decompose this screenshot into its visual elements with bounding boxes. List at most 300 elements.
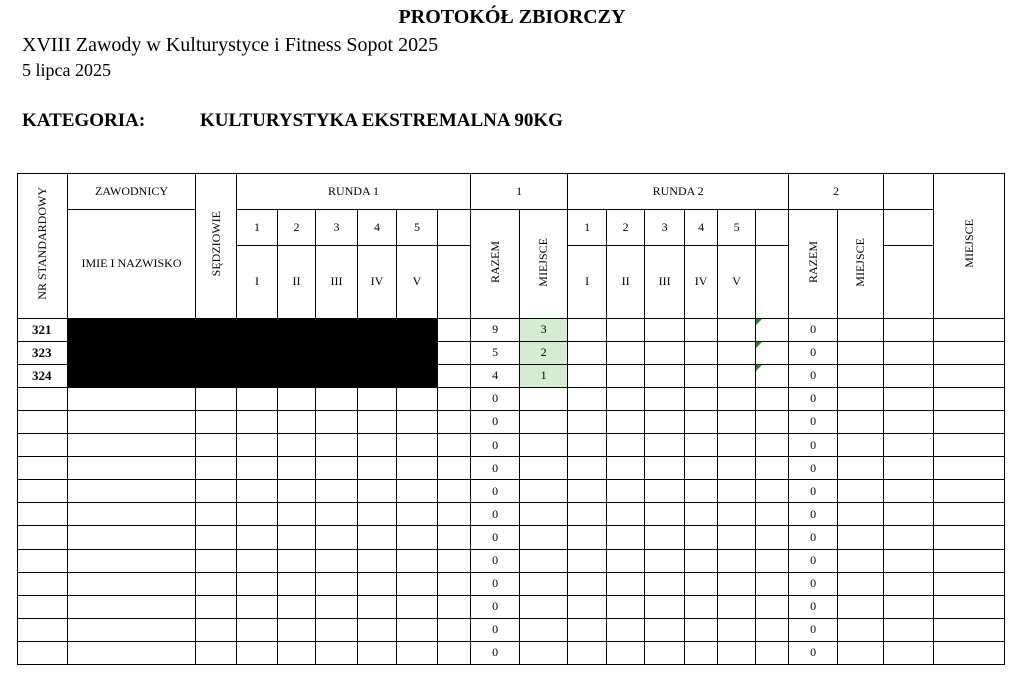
- score-cell: [316, 387, 358, 410]
- standard-number-cell: 323: [18, 341, 68, 364]
- competitor-name-cell: [68, 457, 196, 480]
- standard-number-cell: [18, 503, 68, 526]
- judge-blank: [438, 210, 471, 246]
- judge-number: 2: [278, 210, 316, 246]
- score-blank-cell: [438, 618, 471, 641]
- extra-cell: [884, 387, 934, 410]
- score-blank-cell: [438, 318, 471, 341]
- table-row: [18, 480, 1005, 503]
- score-cell: [645, 549, 685, 572]
- score-cell: [316, 595, 358, 618]
- final-place-cell: [934, 641, 1005, 664]
- standard-number-cell: [18, 572, 68, 595]
- total-1-cell: 5: [471, 341, 520, 364]
- score-cell: [278, 457, 316, 480]
- score-cell: [645, 410, 685, 433]
- score-cell: [358, 503, 397, 526]
- score-cell: [645, 480, 685, 503]
- place-1-cell: [520, 618, 568, 641]
- score-cell: [645, 595, 685, 618]
- score-cell: [718, 364, 756, 387]
- extra-cell: [884, 364, 934, 387]
- total-2-cell: 0: [789, 364, 838, 387]
- score-cell: [316, 503, 358, 526]
- total-2-cell: 0: [789, 618, 838, 641]
- standard-number-cell: [18, 618, 68, 641]
- judge-number: 5: [718, 210, 756, 246]
- total-1-cell: 0: [471, 434, 520, 457]
- score-cell: [718, 318, 756, 341]
- standard-number-cell: [18, 480, 68, 503]
- extra-cell: [884, 526, 934, 549]
- total-2-cell: 0: [789, 434, 838, 457]
- score-cell: [358, 434, 397, 457]
- redacted-block: [68, 341, 438, 364]
- judges-cell: [196, 480, 237, 503]
- score-cell: [645, 434, 685, 457]
- judge-number: 1: [237, 210, 278, 246]
- judge-blank: [756, 210, 789, 246]
- score-cell: [237, 480, 278, 503]
- score-blank-cell: [756, 341, 789, 364]
- score-cell: [316, 480, 358, 503]
- final-place-cell: [934, 503, 1005, 526]
- standard-number-cell: [18, 434, 68, 457]
- document-title: PROTOKÓŁ ZBIORCZY: [398, 6, 626, 28]
- final-place-cell: [934, 434, 1005, 457]
- total-1-cell: 9: [471, 318, 520, 341]
- score-cell: [397, 457, 438, 480]
- score-cell: [607, 318, 645, 341]
- score-cell: [568, 549, 607, 572]
- judges-cell: [196, 457, 237, 480]
- total-1-cell: 0: [471, 526, 520, 549]
- score-cell: [278, 526, 316, 549]
- place-2-cell: [838, 480, 884, 503]
- header-runda-2: RUNDA 2: [568, 174, 789, 210]
- score-cell: [568, 341, 607, 364]
- score-cell: [685, 457, 718, 480]
- score-blank-cell: [756, 526, 789, 549]
- total-2-cell: 0: [789, 572, 838, 595]
- header-blank: [884, 174, 934, 210]
- results-table: [17, 173, 1005, 665]
- standard-number-cell: [18, 387, 68, 410]
- judge-number: 4: [685, 210, 718, 246]
- place-2-cell: [838, 572, 884, 595]
- table-row: [18, 318, 1005, 341]
- score-cell: [237, 410, 278, 433]
- score-cell: [358, 618, 397, 641]
- place-2-cell: [838, 595, 884, 618]
- score-cell: [718, 387, 756, 410]
- place-2-cell: [838, 618, 884, 641]
- score-cell: [568, 387, 607, 410]
- judge-number: 2: [607, 210, 645, 246]
- score-cell: [645, 503, 685, 526]
- score-cell: [568, 457, 607, 480]
- table-row: [18, 364, 1005, 387]
- total-2-cell: 0: [789, 503, 838, 526]
- score-cell: [237, 572, 278, 595]
- extra-cell: [884, 618, 934, 641]
- score-cell: [718, 595, 756, 618]
- score-cell: [568, 572, 607, 595]
- score-cell: [645, 572, 685, 595]
- place-2-cell: [838, 341, 884, 364]
- header-blank: [884, 210, 934, 246]
- score-cell: [568, 526, 607, 549]
- place-1-cell: [520, 503, 568, 526]
- judges-cell: [196, 503, 237, 526]
- redacted-block: [68, 318, 438, 341]
- score-cell: [685, 364, 718, 387]
- score-blank-cell: [756, 387, 789, 410]
- table-row: [18, 595, 1005, 618]
- score-cell: [607, 341, 645, 364]
- score-cell: [718, 572, 756, 595]
- competitor-name-cell: [68, 572, 196, 595]
- score-cell: [645, 364, 685, 387]
- score-cell: [568, 503, 607, 526]
- standard-number-cell: 321: [18, 318, 68, 341]
- category-value: KULTURYSTYKA EKSTREMALNA 90KG: [200, 110, 563, 131]
- table-row: [18, 457, 1005, 480]
- score-cell: [397, 410, 438, 433]
- competitor-name-cell: [68, 503, 196, 526]
- score-cell: [607, 572, 645, 595]
- header-miejsce-2: MIEJSCE: [838, 210, 884, 318]
- judge-roman: I: [237, 246, 278, 318]
- final-place-cell: [934, 364, 1005, 387]
- place-2-cell: [838, 503, 884, 526]
- score-cell: [718, 434, 756, 457]
- total-2-cell: 0: [789, 480, 838, 503]
- score-cell: [278, 503, 316, 526]
- score-cell: [237, 503, 278, 526]
- standard-number-cell: [18, 410, 68, 433]
- table-row: [18, 572, 1005, 595]
- header-razem-2: RAZEM: [789, 210, 838, 318]
- score-cell: [278, 641, 316, 664]
- judge-roman: II: [278, 246, 316, 318]
- score-cell: [645, 318, 685, 341]
- score-cell: [645, 387, 685, 410]
- total-1-cell: 0: [471, 641, 520, 664]
- score-blank-cell: [756, 318, 789, 341]
- redacted-block: [68, 364, 438, 387]
- place-2-cell: [838, 387, 884, 410]
- score-cell: [568, 364, 607, 387]
- extra-cell: [884, 595, 934, 618]
- judge-number: 3: [645, 210, 685, 246]
- score-blank-cell: [756, 549, 789, 572]
- score-blank-cell: [756, 572, 789, 595]
- place-1-cell: [520, 457, 568, 480]
- place-2-cell: [838, 364, 884, 387]
- header-final-miejsce: MIEJSCE: [934, 174, 1005, 319]
- judges-cell: [196, 410, 237, 433]
- score-blank-cell: [756, 480, 789, 503]
- place-2-cell: [838, 410, 884, 433]
- header-zawodnicy: ZAWODNICY: [68, 174, 196, 210]
- competitor-name-cell: [68, 549, 196, 572]
- judge-blank: [438, 246, 471, 318]
- score-cell: [685, 480, 718, 503]
- judge-roman: III: [316, 246, 358, 318]
- total-1-cell: 0: [471, 480, 520, 503]
- score-cell: [718, 503, 756, 526]
- score-cell: [358, 641, 397, 664]
- score-cell: [237, 595, 278, 618]
- score-cell: [278, 572, 316, 595]
- header-blank: [884, 246, 934, 318]
- score-cell: [397, 526, 438, 549]
- total-1-cell: 4: [471, 364, 520, 387]
- score-blank-cell: [756, 641, 789, 664]
- score-cell: [278, 410, 316, 433]
- score-cell: [607, 641, 645, 664]
- final-place-cell: [934, 410, 1005, 433]
- score-cell: [718, 641, 756, 664]
- score-cell: [568, 641, 607, 664]
- competitor-name-cell: [68, 641, 196, 664]
- score-cell: [278, 595, 316, 618]
- score-blank-cell: [756, 434, 789, 457]
- score-cell: [568, 318, 607, 341]
- score-cell: [237, 434, 278, 457]
- table-row: [18, 503, 1005, 526]
- score-cell: [645, 457, 685, 480]
- score-blank-cell: [438, 503, 471, 526]
- header-group-2: 2: [789, 174, 884, 210]
- score-cell: [718, 341, 756, 364]
- header-row-2: [18, 210, 1005, 246]
- score-blank-cell: [438, 457, 471, 480]
- score-cell: [685, 503, 718, 526]
- competitor-name-cell: [68, 595, 196, 618]
- score-cell: [718, 480, 756, 503]
- judge-number: 1: [568, 210, 607, 246]
- event-date: 5 lipca 2025: [22, 60, 111, 80]
- extra-cell: [884, 549, 934, 572]
- score-cell: [278, 618, 316, 641]
- score-cell: [568, 595, 607, 618]
- judge-roman: IV: [358, 246, 397, 318]
- competitor-name-cell: [68, 526, 196, 549]
- extra-cell: [884, 434, 934, 457]
- score-cell: [397, 595, 438, 618]
- score-cell: [718, 618, 756, 641]
- table-row: [18, 641, 1005, 664]
- total-1-cell: 0: [471, 595, 520, 618]
- standard-number-cell: [18, 549, 68, 572]
- table-body: [18, 174, 1005, 665]
- score-cell: [685, 549, 718, 572]
- competitor-name-cell: [68, 434, 196, 457]
- score-cell: [278, 549, 316, 572]
- score-cell: [237, 457, 278, 480]
- total-1-cell: 0: [471, 572, 520, 595]
- score-cell: [607, 457, 645, 480]
- judge-number: 3: [316, 210, 358, 246]
- score-cell: [278, 387, 316, 410]
- judge-roman: V: [718, 246, 756, 318]
- score-cell: [397, 434, 438, 457]
- total-2-cell: 0: [789, 387, 838, 410]
- extra-cell: [884, 641, 934, 664]
- total-2-cell: 0: [789, 318, 838, 341]
- score-cell: [316, 434, 358, 457]
- table-row: [18, 549, 1005, 572]
- score-cell: [607, 618, 645, 641]
- extra-cell: [884, 457, 934, 480]
- score-cell: [397, 641, 438, 664]
- score-cell: [316, 572, 358, 595]
- final-place-cell: [934, 341, 1005, 364]
- final-place-cell: [934, 457, 1005, 480]
- score-cell: [685, 387, 718, 410]
- score-cell: [316, 526, 358, 549]
- competitor-name-cell: [68, 410, 196, 433]
- score-blank-cell: [756, 595, 789, 618]
- judge-number: 5: [397, 210, 438, 246]
- score-cell: [237, 618, 278, 641]
- judges-cell: [196, 641, 237, 664]
- score-cell: [568, 410, 607, 433]
- score-cell: [316, 618, 358, 641]
- standard-number-cell: [18, 457, 68, 480]
- score-cell: [278, 480, 316, 503]
- place-1-cell: [520, 595, 568, 618]
- category-label: KATEGORIA:: [22, 110, 146, 131]
- score-cell: [607, 549, 645, 572]
- score-cell: [358, 595, 397, 618]
- header-row-1: [18, 174, 1005, 210]
- score-cell: [718, 549, 756, 572]
- score-cell: [607, 480, 645, 503]
- judges-cell: [196, 618, 237, 641]
- score-cell: [316, 641, 358, 664]
- score-cell: [718, 457, 756, 480]
- place-2-cell: [838, 318, 884, 341]
- total-2-cell: 0: [789, 595, 838, 618]
- place-1-cell: 3: [520, 318, 568, 341]
- place-2-cell: [838, 457, 884, 480]
- score-cell: [607, 387, 645, 410]
- total-1-cell: 0: [471, 618, 520, 641]
- judge-roman: I: [568, 246, 607, 318]
- score-cell: [278, 434, 316, 457]
- place-1-cell: [520, 549, 568, 572]
- score-cell: [607, 503, 645, 526]
- judge-number: 4: [358, 210, 397, 246]
- event-name: XVIII Zawody w Kulturystyce i Fitness Sopot 2025: [22, 34, 439, 56]
- place-2-cell: [838, 434, 884, 457]
- score-cell: [237, 641, 278, 664]
- score-cell: [397, 572, 438, 595]
- place-2-cell: [838, 641, 884, 664]
- place-1-cell: [520, 480, 568, 503]
- score-cell: [358, 572, 397, 595]
- judge-roman: II: [607, 246, 645, 318]
- score-blank-cell: [438, 595, 471, 618]
- score-cell: [685, 341, 718, 364]
- score-cell: [645, 641, 685, 664]
- extra-cell: [884, 318, 934, 341]
- score-blank-cell: [438, 526, 471, 549]
- score-cell: [397, 618, 438, 641]
- score-cell: [568, 480, 607, 503]
- score-cell: [397, 387, 438, 410]
- judges-cell: [196, 572, 237, 595]
- final-place-cell: [934, 595, 1005, 618]
- score-cell: [316, 457, 358, 480]
- score-cell: [568, 434, 607, 457]
- score-cell: [237, 549, 278, 572]
- judge-roman: III: [645, 246, 685, 318]
- score-blank-cell: [438, 387, 471, 410]
- header-nr: NR STANDARDOWY: [18, 174, 68, 319]
- judges-cell: [196, 549, 237, 572]
- score-cell: [607, 434, 645, 457]
- total-1-cell: 0: [471, 549, 520, 572]
- score-cell: [397, 549, 438, 572]
- score-cell: [568, 618, 607, 641]
- score-cell: [685, 618, 718, 641]
- total-2-cell: 0: [789, 410, 838, 433]
- score-cell: [358, 526, 397, 549]
- extra-cell: [884, 410, 934, 433]
- final-place-cell: [934, 549, 1005, 572]
- score-cell: [685, 434, 718, 457]
- score-cell: [645, 341, 685, 364]
- extra-cell: [884, 480, 934, 503]
- place-1-cell: [520, 410, 568, 433]
- score-cell: [685, 526, 718, 549]
- total-1-cell: 0: [471, 457, 520, 480]
- score-blank-cell: [438, 480, 471, 503]
- place-1-cell: [520, 434, 568, 457]
- final-place-cell: [934, 480, 1005, 503]
- standard-number-cell: [18, 595, 68, 618]
- competitor-name-cell: [68, 480, 196, 503]
- score-cell: [358, 387, 397, 410]
- total-1-cell: 0: [471, 387, 520, 410]
- total-2-cell: 0: [789, 641, 838, 664]
- place-1-cell: 1: [520, 364, 568, 387]
- score-cell: [607, 595, 645, 618]
- judges-cell: [196, 526, 237, 549]
- score-cell: [237, 526, 278, 549]
- header-sedziowie: SĘDZIOWIE: [196, 174, 237, 319]
- score-cell: [607, 410, 645, 433]
- total-2-cell: 0: [789, 341, 838, 364]
- place-1-cell: [520, 526, 568, 549]
- score-cell: [397, 480, 438, 503]
- score-blank-cell: [438, 641, 471, 664]
- place-1-cell: [520, 572, 568, 595]
- judges-cell: [196, 595, 237, 618]
- judges-cell: [196, 387, 237, 410]
- competitor-name-cell: [68, 618, 196, 641]
- score-cell: [718, 410, 756, 433]
- table-row: [18, 387, 1005, 410]
- score-cell: [645, 526, 685, 549]
- score-blank-cell: [438, 434, 471, 457]
- table-row: [18, 341, 1005, 364]
- standard-number-cell: [18, 641, 68, 664]
